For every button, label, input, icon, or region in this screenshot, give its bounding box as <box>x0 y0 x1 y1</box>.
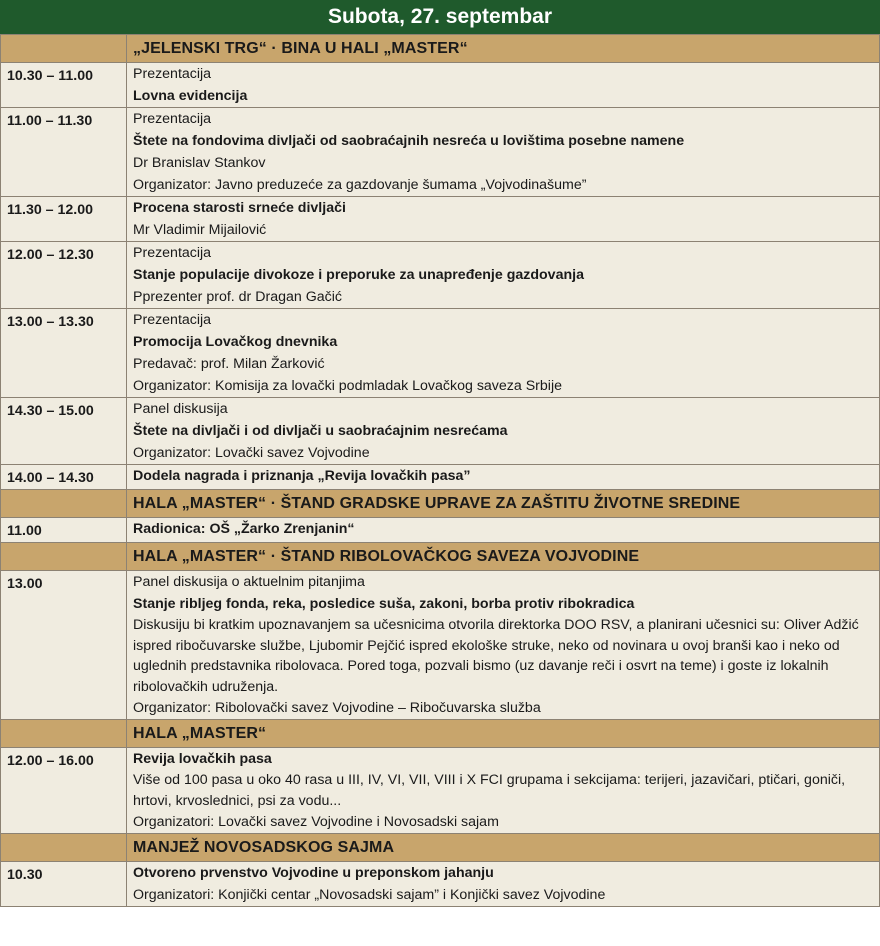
event-type: Panel diskusija <box>133 401 228 417</box>
event-time-label: 13.00 <box>7 576 43 592</box>
section-header-row <box>1 35 880 63</box>
event-speaker: Pprezenter prof. dr Dragan Gačić <box>133 289 342 305</box>
event-time-label: 11.30 – 12.00 <box>7 202 93 218</box>
event-row <box>1 309 880 398</box>
section-title: HALA „MASTER“ <box>127 720 880 748</box>
event-time <box>1 571 127 720</box>
event-details <box>127 862 880 907</box>
event-row <box>1 465 880 490</box>
event-speaker: Predavač: prof. Milan Žarković <box>133 356 325 372</box>
event-time-label: 14.30 – 15.00 <box>7 403 94 419</box>
event-organizer: Organizatori: Lovački savez Vojvodine i Novosadski sajam <box>133 814 499 830</box>
event-title: Lovna evidencija <box>133 88 248 104</box>
event-row <box>1 108 880 197</box>
event-row <box>1 862 880 907</box>
event-time-label: 10.30 <box>7 867 43 883</box>
event-time <box>1 518 127 543</box>
event-time <box>1 108 127 197</box>
event-details <box>127 309 880 398</box>
event-type: Panel diskusija o aktuelnim pitanjima <box>133 574 365 590</box>
event-time-label: 12.00 – 16.00 <box>7 753 94 769</box>
event-time-label: 13.00 – 13.30 <box>7 314 94 330</box>
event-title: Dodela nagrada i priznanja „Revija lovačkih pasa” <box>133 468 471 484</box>
event-description: Diskusiju bi kratkim upoznavanjem sa učesnicima otvorila direktorka DOO RSV, a planirani učesnici su: Oliver Adžić ispred ribočuvarske službe, Ljubomir Pejčić ispred ekološke struke, neko od novinara u ovoj branši kao i neko od uglednih predstavnika ribolovaca. Pored toga, pozvali bismo (uz davanje reči i osvrt na teme) i goste iz lokalnih ribolovačkih udruženja. <box>133 617 859 695</box>
event-speaker: Dr Branislav Stankov <box>133 155 266 171</box>
event-type: Prezentacija <box>133 111 212 127</box>
event-time <box>1 242 127 309</box>
event-row <box>1 242 880 309</box>
section-title: „JELENSKI TRG“ · BINA U HALI „MASTER“ <box>127 35 880 63</box>
event-details <box>127 242 880 309</box>
event-row <box>1 398 880 465</box>
event-details <box>127 571 880 720</box>
event-details <box>127 108 880 197</box>
event-details <box>127 748 880 834</box>
event-title: Radionica: OŠ „Žarko Zrenjanin“ <box>133 521 355 537</box>
event-time <box>1 398 127 465</box>
event-title: Otvoreno prvenstvo Vojvodine u preponskom jahanju <box>133 865 494 881</box>
section-title: HALA „MASTER“ · ŠTAND GRADSKE UPRAVE ZA ZAŠTITU ŽIVOTNE SREDINE <box>127 490 880 518</box>
event-title: Štete na fondovima divljači od saobraćajnih nesreća u lovištima posebne namene <box>133 133 685 149</box>
schedule-table <box>0 34 880 907</box>
event-time <box>1 862 127 907</box>
event-time <box>1 748 127 834</box>
event-details <box>127 63 880 108</box>
event-time <box>1 309 127 398</box>
section-title: MANJEŽ NOVOSADSKOG SAJMA <box>127 834 880 862</box>
event-time <box>1 197 127 242</box>
section-header-row <box>1 834 880 862</box>
event-row <box>1 518 880 543</box>
event-organizer: Organizatori: Konjički centar „Novosadski sajam” i Konjički savez Vojvodine <box>133 887 606 903</box>
section-spacer <box>1 35 127 63</box>
event-organizer: Organizator: Lovački savez Vojvodine <box>133 445 370 461</box>
section-title: HALA „MASTER“ · ŠTAND RIBOLOVAČKOG SAVEZA VOJVODINE <box>127 543 880 571</box>
event-time-label: 11.00 <box>7 523 42 539</box>
event-type: Prezentacija <box>133 312 212 328</box>
section-header-row <box>1 720 880 748</box>
event-row <box>1 197 880 242</box>
event-organizer: Organizator: Ribolovački savez Vojvodine – Ribočuvarska služba <box>133 700 541 716</box>
event-organizer: Organizator: Komisija za lovački podmladak Lovačkog saveza Srbije <box>133 378 562 394</box>
event-details <box>127 465 880 490</box>
section-spacer <box>1 834 127 862</box>
event-time-label: 10.30 – 11.00 <box>7 68 93 84</box>
event-time <box>1 465 127 490</box>
event-details <box>127 398 880 465</box>
event-title: Procena starosti srneće divljači <box>133 200 346 216</box>
event-row <box>1 63 880 108</box>
event-title: Stanje populacije divokoze i preporuke za unapređenje gazdovanja <box>133 267 584 283</box>
day-title: Subota, 27. septembar <box>0 0 880 34</box>
event-details <box>127 518 880 543</box>
event-time-label: 14.00 – 14.30 <box>7 470 94 486</box>
event-row <box>1 571 880 720</box>
event-title: Revija lovačkih pasa <box>133 751 272 767</box>
event-type: Prezentacija <box>133 66 212 82</box>
event-description: Više od 100 pasa u oko 40 rasa u III, IV, VI, VII, VIII i X FCI grupama i sekcijama: terijeri, jazavičari, ptičari, goniči, hrtovi, krvoslednici, psi za vodu... <box>133 772 846 809</box>
event-organizer: Organizator: Javno preduzeće za gazdovanje šumama „Vojvodinašume” <box>133 177 587 193</box>
event-title: Promocija Lovačkog dnevnika <box>133 334 338 350</box>
event-title: Štete na divljači i od divljači u saobraćajnim nesrećama <box>133 423 508 439</box>
event-time <box>1 63 127 108</box>
event-time-label: 12.00 – 12.30 <box>7 247 94 263</box>
event-speaker: Mr Vladimir Mijailović <box>133 222 267 238</box>
section-spacer <box>1 720 127 748</box>
event-time-label: 11.00 – 11.30 <box>7 113 93 129</box>
event-title: Stanje ribljeg fonda, reka, posledice suša, zakoni, borba protiv ribokradica <box>133 596 635 612</box>
section-header-row <box>1 543 880 571</box>
section-spacer <box>1 490 127 518</box>
section-header-row <box>1 490 880 518</box>
section-spacer <box>1 543 127 571</box>
event-details <box>127 197 880 242</box>
event-type: Prezentacija <box>133 245 212 261</box>
event-row <box>1 748 880 834</box>
